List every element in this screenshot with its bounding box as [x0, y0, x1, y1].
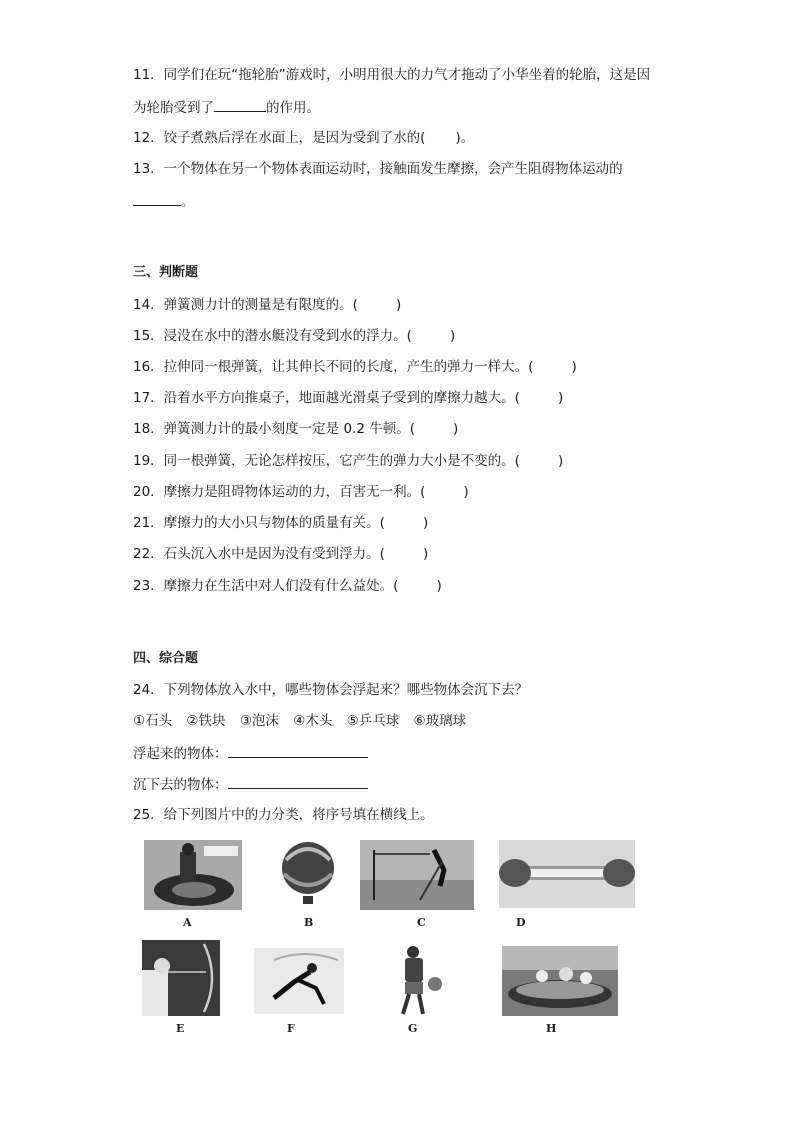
judge-item-17: [133, 389, 563, 407]
judge-close: ): [436, 578, 442, 594]
judge-text: 19．同一根弹簧，无论怎样按压，它产生的弹力大小是不变的。(: [133, 453, 520, 469]
q24-question: 24．下列物体放入水中，哪些物体会浮起来？哪些物体会沉下去？: [133, 682, 529, 698]
q11-text-a: 为轮胎受到了: [133, 100, 214, 116]
judge-close: ): [422, 515, 429, 531]
caption-c: C: [417, 916, 426, 929]
caption-h: H: [546, 1022, 557, 1035]
judge-item-23: [133, 577, 442, 595]
judge-close: ): [422, 546, 429, 562]
q24-float-answer-blank[interactable]: [228, 744, 368, 758]
photo-e-archery: [142, 940, 220, 1016]
q24-option: ①石头: [133, 713, 173, 729]
q12-close: )。: [455, 130, 475, 146]
photo-a-tire-pull: [144, 840, 242, 910]
q13-end: 。: [181, 194, 195, 210]
caption-e: E: [176, 1022, 185, 1035]
photo-d-stretch-band: [499, 840, 635, 908]
photo-c-pole-vault: [360, 840, 474, 910]
judge-close: ): [449, 328, 456, 344]
photo-f-speed-skating: [254, 948, 344, 1014]
q25-question: 25．给下列图片中的力分类，将序号填在横线上。: [133, 807, 434, 823]
judge-item-19: [133, 452, 563, 470]
judge-item-14: [133, 296, 401, 314]
judge-text: 14．弹簧测力计的测量是有限度的。(: [133, 297, 358, 313]
judge-item-21: [133, 514, 428, 532]
judge-text: 15．浸没在水中的潜水艇没有受到水的浮力。(: [133, 328, 412, 344]
q24-sink-row: [133, 775, 368, 794]
q11-line1: 11．同学们在玩“拖轮胎”游戏时，小明用很大的力气才拖动了小华坐着的轮胎，这是因: [133, 67, 651, 83]
q13-answer-blank[interactable]: [133, 192, 181, 206]
q11-answer-blank[interactable]: [214, 98, 266, 112]
q24-float-label: 浮起来的物体：: [133, 746, 228, 762]
judge-text: 20．摩擦力是阻碍物体运动的力，百害无一利。(: [133, 484, 426, 500]
judge-item-22: [133, 545, 428, 563]
q12-line: [133, 129, 474, 147]
judge-close: ): [571, 359, 577, 375]
judge-item-18: [133, 420, 458, 438]
q24-float-row: [133, 744, 368, 763]
q11-line2: [133, 98, 320, 117]
judge-close: ): [463, 484, 469, 500]
judge-close: ): [557, 390, 564, 406]
section-judge-title: 三、判断题: [133, 265, 199, 280]
photo-b-hot-air-balloon: [276, 840, 342, 910]
judge-close: ): [453, 421, 459, 437]
judge-text: 22．石头沉入水中是因为没有受到浮力。(: [133, 546, 385, 562]
q11-text-b: 的作用。: [266, 100, 320, 116]
photo-h-raft: [502, 946, 618, 1016]
judge-item-15: [133, 327, 455, 345]
photo-g-basketball: [383, 944, 447, 1018]
q12-text: 12．饺子煮熟后浮在水面上，是因为受到了水的(: [133, 130, 426, 146]
q24-option: ③泡沫: [239, 713, 279, 729]
caption-g: G: [408, 1022, 418, 1035]
q24-sink-label: 沉下去的物体：: [133, 777, 228, 793]
caption-f: F: [287, 1022, 295, 1035]
q24-option: ⑤乒乓球: [346, 713, 400, 729]
judge-item-20: [133, 483, 469, 501]
judge-text: 17．沿着水平方向推桌子，地面越光滑桌子受到的摩擦力越大。(: [133, 390, 520, 406]
judge-text: 16．拉伸同一根弹簧，让其伸长不同的长度，产生的弹力一样大。(: [133, 359, 534, 375]
section-comprehensive-title: 四、综合题: [133, 651, 199, 666]
judge-text: 23．摩擦力在生活中对人们没有什么益处。(: [133, 578, 399, 594]
caption-b: B: [304, 916, 314, 929]
q13-line1: 13．一个物体在另一个物体表面运动时，接触面发生摩擦，会产生阻碍物体运动的: [133, 161, 623, 177]
judge-item-16: [133, 358, 577, 376]
caption-d: D: [516, 916, 526, 929]
q24-sink-answer-blank[interactable]: [228, 775, 368, 789]
q24-option: ④木头: [293, 713, 333, 729]
judge-close: ): [557, 453, 564, 469]
q24-option: ⑥玻璃球: [413, 713, 467, 729]
q24-option: ②铁块: [186, 713, 226, 729]
judge-text: 18．弹簧测力计的最小刻度一定是 0.2 牛顿。(: [133, 421, 415, 437]
caption-a: A: [183, 916, 192, 929]
judge-text: 21．摩擦力的大小只与物体的质量有关。(: [133, 515, 385, 531]
q24-options: [133, 712, 466, 730]
judge-close: ): [395, 297, 402, 313]
q13-line2: [133, 192, 195, 211]
